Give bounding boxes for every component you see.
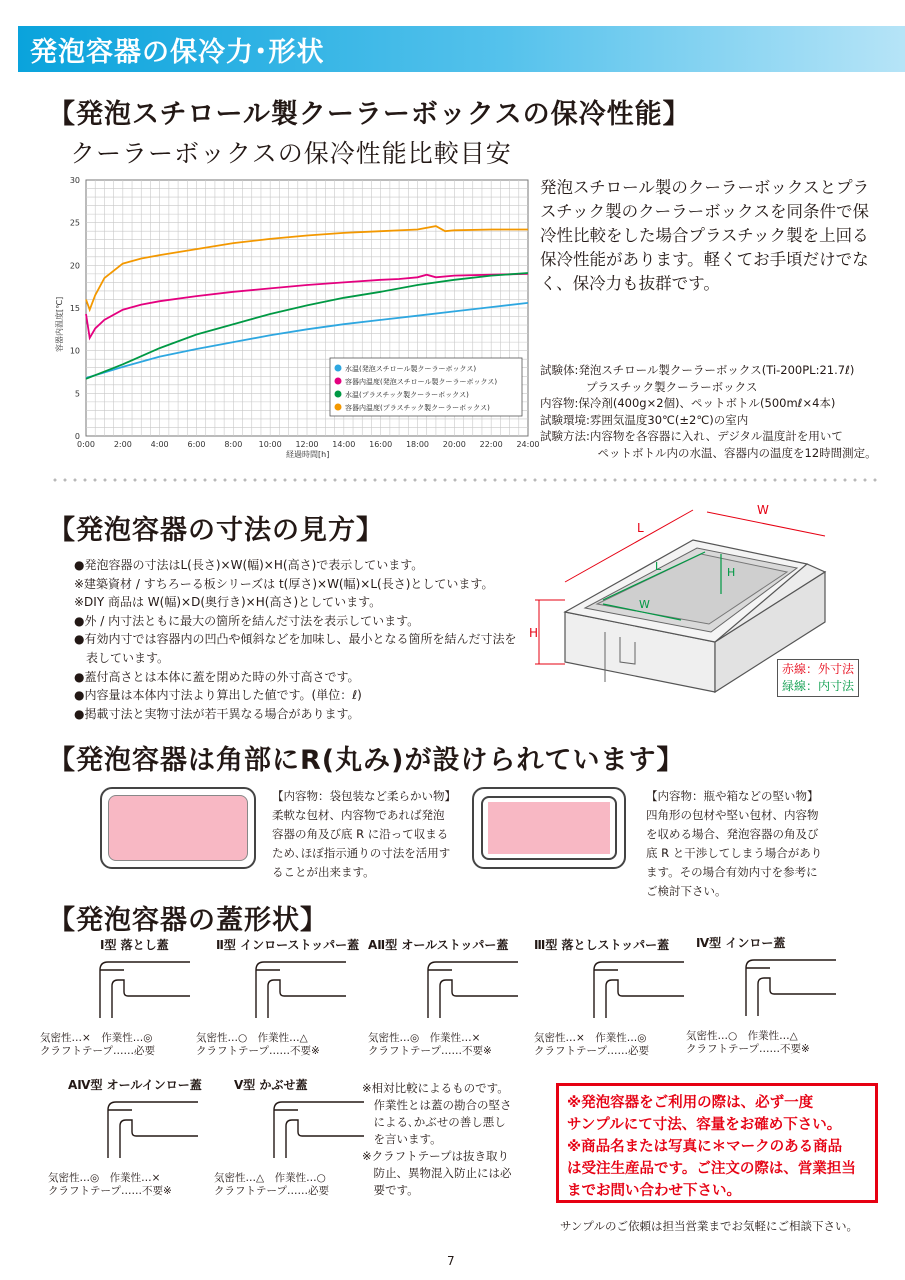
page-banner (0, 0, 905, 75)
performance-description: 発泡スチロール製のクーラーボックスとプラスチック製のクーラーボックスを同条件で保冷性比較をした場合プラスチック製を上回る保冷性能があります。軽くてお手頃だけでなく、保冷力も抜群です。 (540, 178, 870, 293)
legend-outer: 赤線：外寸法 (782, 662, 855, 676)
legend-marker (335, 365, 342, 372)
x-tick-label: 14:00 (332, 440, 356, 449)
lid-seal-work: 気密性…× 作業性…◎ (40, 1032, 153, 1044)
y-tick-label: 10 (69, 346, 80, 356)
y-axis-label: 容器内温度[℃] (55, 296, 64, 352)
lid-seal-work: 気密性…○ 作業性…△ (686, 1030, 798, 1042)
test-condition-line: ペットボトル内の水温、容器内の温度を12時間測定。 (540, 445, 877, 460)
y-tick-labels (70, 176, 80, 441)
x-tick-label: 20:00 (442, 440, 466, 449)
y-tick-label: 30 (69, 176, 80, 185)
lid-profile-drawing (422, 956, 522, 1022)
y-tick-label: 15 (69, 304, 80, 313)
legend-marker (335, 378, 342, 385)
test-conditions (540, 362, 877, 461)
lid-performance (48, 1172, 172, 1198)
cooling-chart (50, 172, 540, 464)
y-tick-label: 20 (69, 261, 80, 271)
lid-seal-work: 気密性…○ 作業性…△ (196, 1032, 308, 1044)
dimension-note: ●有効内寸では容器内の凹凸や傾斜などを加味し、最小となる箇所を結んだ寸法を (74, 632, 517, 647)
lid-seal-work: 気密性…△ 作業性…○ (214, 1172, 326, 1184)
inner-L-label: L (655, 560, 662, 573)
legend-entry: 水温(プラスチック製クーラーボックス) (345, 391, 469, 399)
x-tick-label: 2:00 (113, 440, 132, 449)
lid-performance (40, 1032, 155, 1058)
outer-W-label: W (757, 503, 769, 517)
test-condition-line: 内容物:保冷剤(400g×2個)、ペットボトル(500mℓ×4本) (540, 396, 836, 410)
lid-profile-drawing (268, 1096, 368, 1162)
lid-type-name: Ⅰ型 落とし蓋 (100, 938, 169, 952)
lid-tape-need: クラフトテープ……不要※ (48, 1185, 172, 1197)
outer-H-label: H (529, 626, 539, 640)
lid-tape-need: クラフトテープ……必要 (534, 1045, 649, 1057)
warning-box: ※発泡容器をご利用の際は、必ず一度 サンプルにて寸法、容量をお確め下さい。 ※商品名または写真に＊マークのある商品 は受注生産品です。ご注文の際は、営業担当 までお問い合わせ下さい。 (556, 1083, 878, 1203)
lid-seal-work: 気密性…◎ 作業性…× (48, 1172, 161, 1184)
y-tick-label: 0 (74, 432, 80, 441)
dimension-note: ●発泡容器の寸法はL(長さ)×W(幅)×H(高さ)で表示しています。 (74, 558, 424, 572)
x-tick-label: 24:00 (516, 440, 540, 449)
dimension-note: ●掲載寸法と実物寸法が若干異なる場合があります。 (74, 706, 360, 721)
lid-profile-drawing (588, 956, 688, 1022)
dimension-note: ※DIY 商品は W(幅)×D(奥行き)×H(高さ)としています。 (74, 595, 382, 610)
sample-note: サンプルのご依頼は担当営業までお気軽にご相談下さい。 (560, 1219, 858, 1233)
x-tick-label: 8:00 (224, 440, 243, 449)
corners-heading: 【発泡容器は角部にR(丸み)が設けられています】 (48, 745, 685, 776)
y-tick-label: 25 (69, 218, 80, 228)
test-condition-line: 試験方法:内容物を各容器に入れ、デジタル温度計を用いて (540, 429, 843, 443)
lid-type-name: Ⅴ型 かぶせ蓋 (234, 1078, 308, 1092)
x-tick-label: 6:00 (187, 440, 206, 449)
lid-type-name: Ⅱ型 インローストッパー蓋 (216, 938, 360, 952)
lid-type-name: AⅡ型 オールストッパー蓋 (368, 938, 509, 952)
lid-performance (368, 1032, 492, 1058)
lid-profile-drawing (94, 956, 194, 1022)
lid-tape-need: クラフトテープ……不要※ (368, 1045, 492, 1057)
soft-contents-text: 【内容物：袋包装など柔らかい物】 柔軟な包材、内容物であれば発泡 容器の角及び底 R に沿って収まる ため､ほぼ指示通りの寸法を活用す ることが出来ます。 (272, 789, 456, 879)
inner-H-label: H (727, 566, 736, 579)
page-number: 7 (447, 1254, 455, 1268)
lid-tape-need: クラフトテープ……不要※ (196, 1045, 320, 1057)
dimensions-heading: 【発泡容器の寸法の見方】 (48, 515, 384, 546)
legend-entry: 容器内温度(プラスチック製クーラーボックス) (345, 404, 490, 412)
x-tick-label: 12:00 (295, 440, 319, 449)
dimension-notes (74, 556, 516, 723)
hard-contents-box (472, 787, 626, 869)
lid-performance (214, 1172, 329, 1198)
lid-type-name: Ⅲ型 落としストッパー蓋 (534, 938, 670, 952)
legend-marker (335, 391, 342, 398)
dimension-note: ※建築資材 / すちろーる板シリーズは t(厚さ)×W(幅)×L(長さ)としています。 (74, 576, 494, 591)
lid-type-name: Ⅳ型 インロー蓋 (696, 936, 786, 950)
legend-entry: 水温(発泡スチロール製クーラーボックス) (345, 365, 477, 373)
x-tick-labels (77, 440, 540, 449)
lid-profile-drawing (102, 1096, 202, 1162)
dimension-note: ●外 / 内寸法ともに最大の箇所を結んだ寸法を表示しています。 (74, 613, 420, 628)
lid-footnote: ※相対比較によるものです。 作業性とは蓋の勘合の堅さ による､かぶせの善し悪し を言います。 ※クラフトテープは抜き取り 防止、異物混入防止には必 要です。 (362, 1081, 512, 1197)
lids-heading: 【発泡容器の蓋形状】 (48, 905, 328, 936)
lid-seal-work: 気密性…◎ 作業性…× (368, 1032, 481, 1044)
lid-performance (534, 1032, 649, 1058)
x-tick-label: 18:00 (405, 440, 430, 449)
hard-contents-text: 【内容物：瓶や箱などの堅い物】 四角形の包材や堅い包材、内容物 を収める場合、発泡容器の角及び 底 R と干渉してしまう場合があり ます。その場合有効内寸を参考に ご検討下さい。 (646, 789, 823, 898)
dotted-divider (50, 478, 880, 482)
legend-entry: 容器内温度(発泡スチロール製クーラーボックス) (345, 378, 498, 386)
dimension-legend (777, 659, 859, 697)
legend-inner: 緑線：内寸法 (782, 679, 855, 693)
x-tick-label: 0:00 (77, 440, 95, 449)
y-tick-label: 5 (74, 389, 80, 399)
x-tick-label: 16:00 (369, 440, 393, 449)
chart-legend (330, 358, 522, 416)
lid-seal-work: 気密性…× 作業性…◎ (534, 1032, 647, 1044)
soft-contents-box (100, 787, 256, 869)
x-tick-label: 10:00 (258, 440, 282, 449)
x-axis-label: 経過時間[h] (286, 450, 330, 459)
x-tick-label: 4:00 (150, 440, 169, 449)
lid-profile-drawing (740, 954, 840, 1020)
dimension-note: ●内容量は本体内寸法より算出した値です。(単位：ℓ) (74, 688, 362, 703)
page-title: 発泡容器の保冷力･形状 (30, 37, 325, 68)
x-tick-label: 22:00 (479, 440, 503, 449)
outer-L-label: L (637, 521, 644, 535)
test-condition-line: 試験環境:雰囲気温度30℃(±2℃)の室内 (540, 412, 749, 427)
hard-contents-fill (488, 802, 610, 854)
lid-type-name: AⅣ型 オールインロー蓋 (68, 1078, 202, 1092)
lid-performance (196, 1032, 320, 1058)
test-condition-line: プラスチック製クーラーボックス (540, 379, 758, 394)
test-condition-line: 試験体:発泡スチロール製クーラーボックス(Ti-200PL:21.7ℓ) (540, 363, 855, 377)
dimension-note: ●蓋付高さとは本体に蓋を閉めた時の外寸高さです。 (74, 669, 360, 684)
lid-tape-need: クラフトテープ……不要※ (686, 1043, 810, 1055)
performance-heading: 【発泡スチロール製クーラーボックスの保冷性能】 (48, 99, 691, 130)
lid-profile-drawing (250, 956, 350, 1022)
lid-performance (686, 1030, 810, 1056)
lid-tape-need: クラフトテープ……必要 (40, 1045, 155, 1057)
inner-W-label: W (639, 598, 650, 611)
lid-tape-need: クラフトテープ……必要 (214, 1185, 329, 1197)
performance-subheading: クーラーボックスの保冷性能比較目安 (70, 139, 512, 168)
dimension-note: 表しています。 (74, 650, 170, 665)
legend-marker (335, 404, 342, 411)
soft-contents-fill (108, 795, 248, 861)
